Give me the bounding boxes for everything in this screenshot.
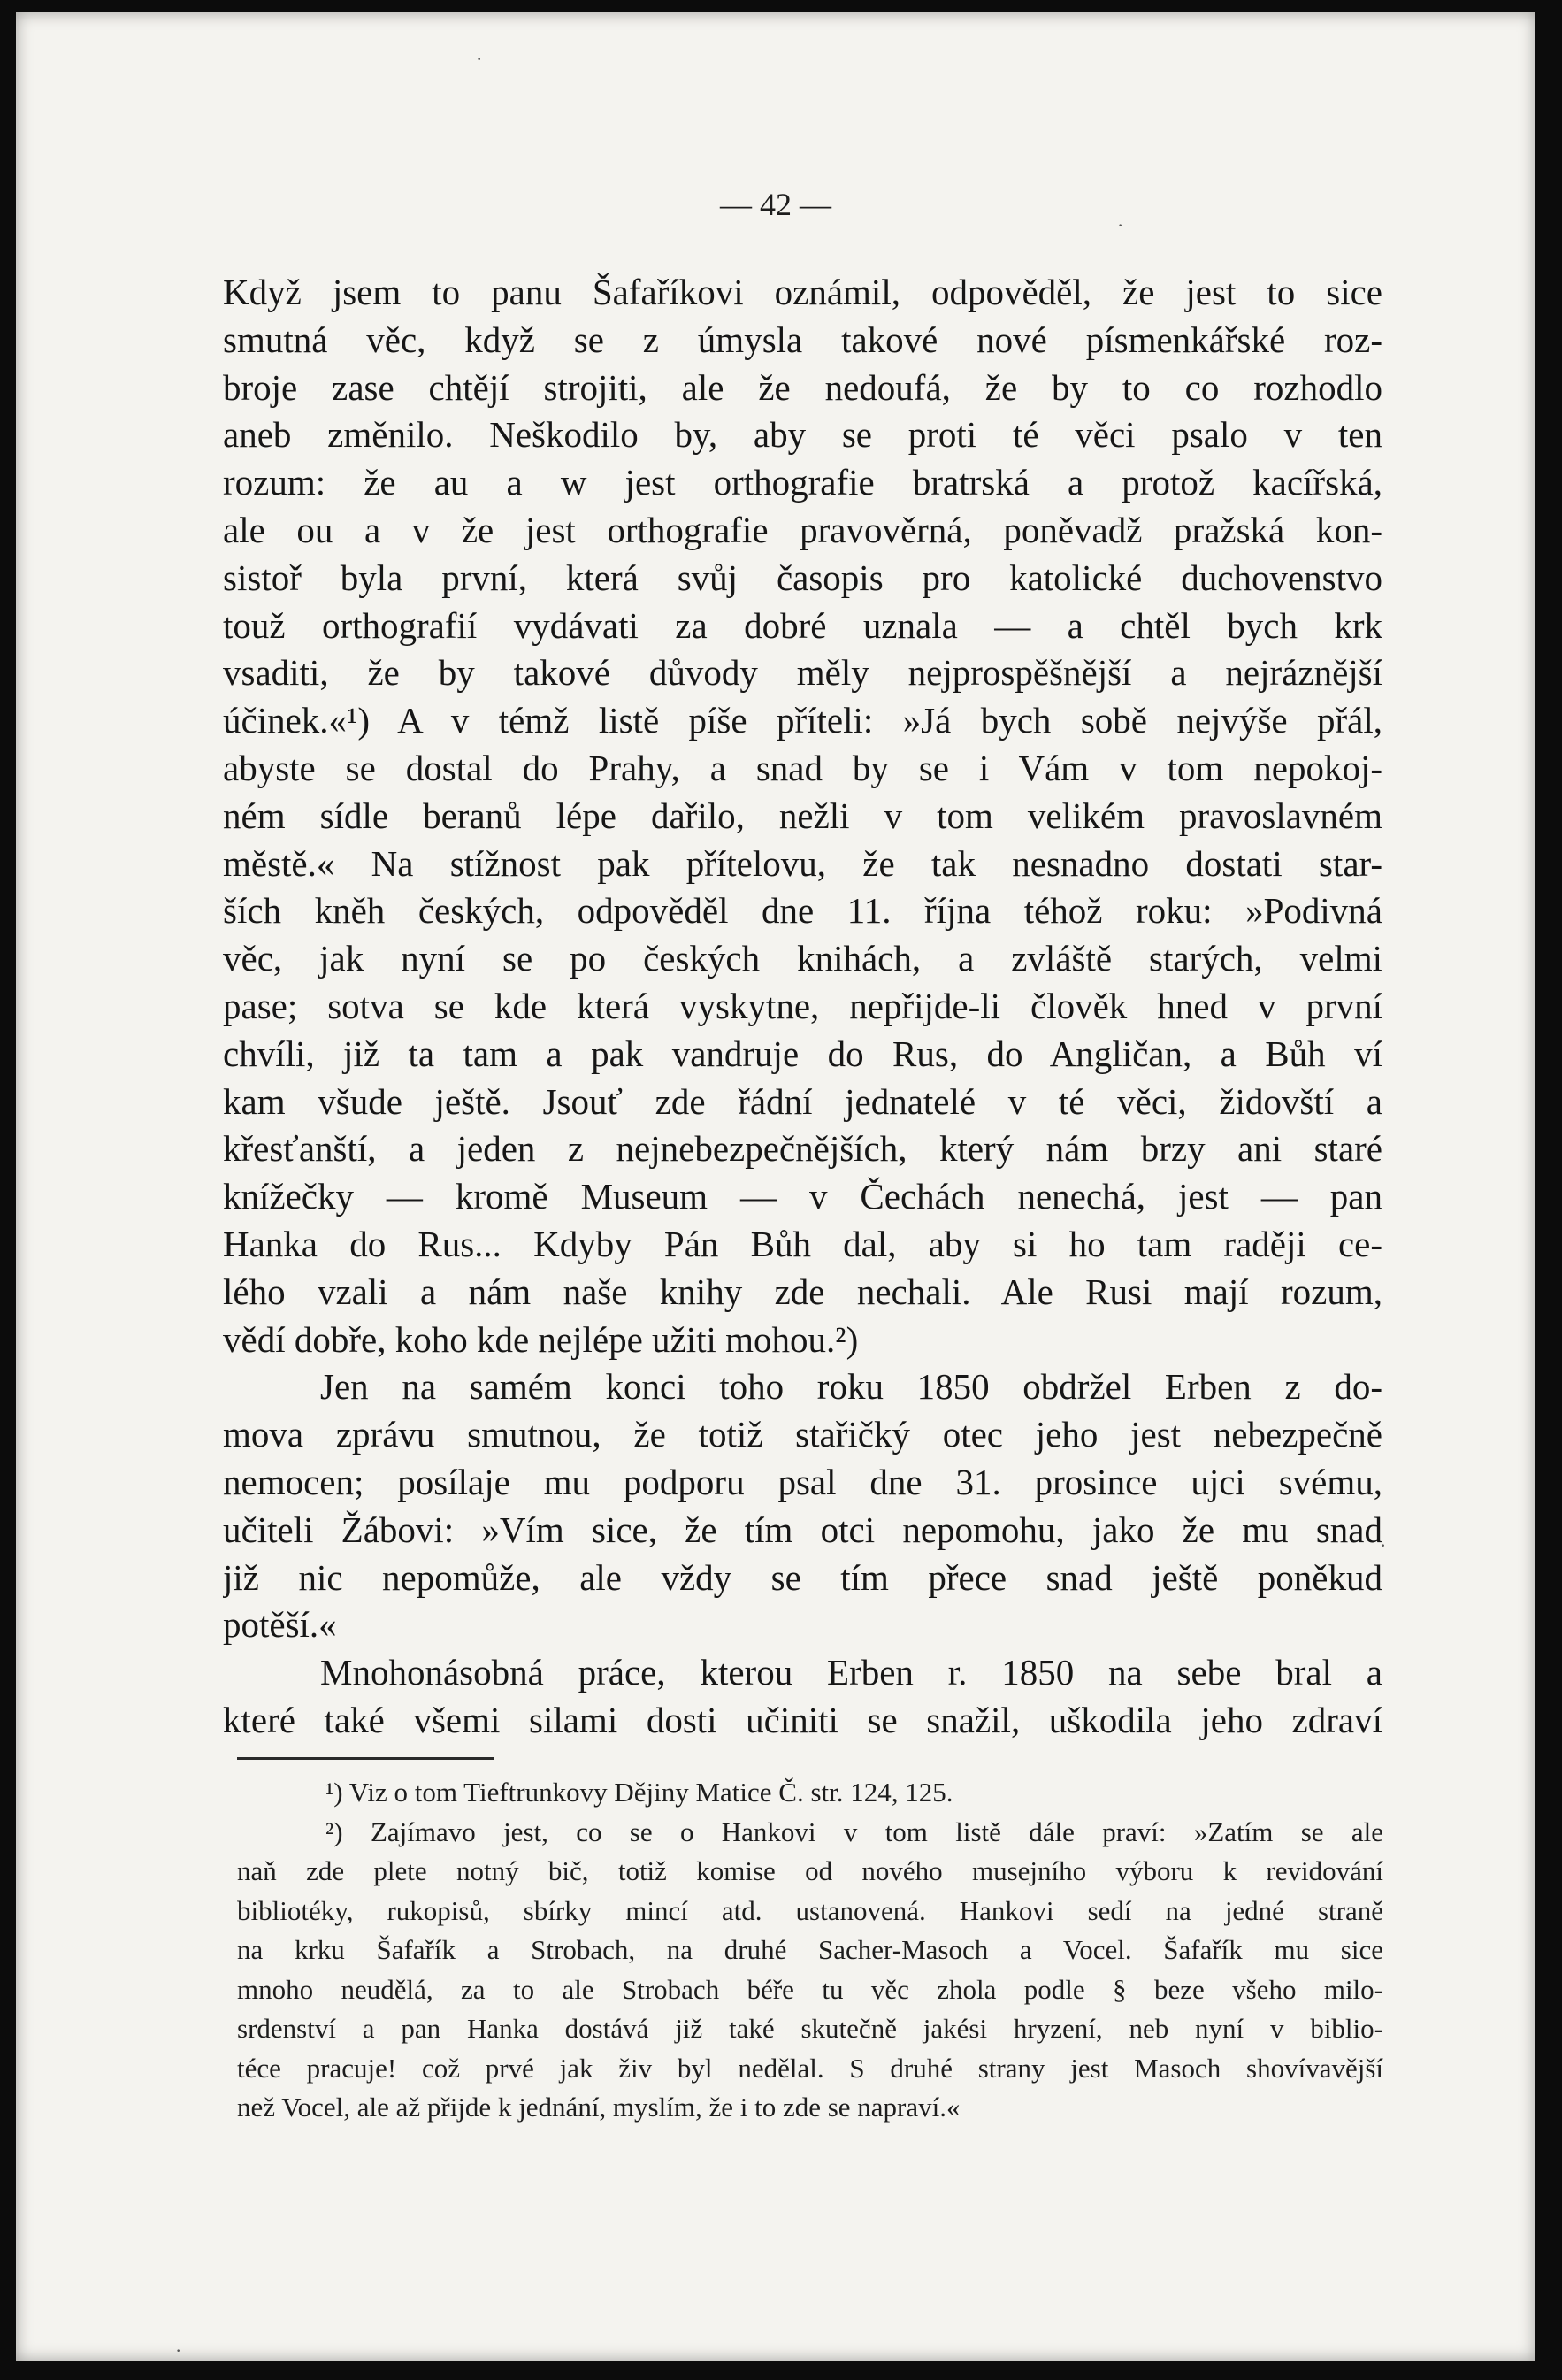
- text-line: knížečky — kromě Museum — v Čechách nenechá, jest — pan: [223, 1176, 1382, 1217]
- text-line: ších kněh českých, odpověděl dne 11. října téhož roku: »Podivná: [223, 890, 1382, 932]
- text-line: mova zprávu smutnou, že totiž stařičký otec jeho jest nebezpečně: [223, 1414, 1382, 1455]
- text-line: touž orthografií vydávati za dobré uznala — a chtěl bych krk: [223, 604, 1382, 646]
- text-line: Jen na samém konci toho roku 1850 obdržel Erben z do-: [320, 1366, 1382, 1408]
- text-line: které také všemi silami dosti učiniti se snažil, uškodila jeho zdraví: [223, 1699, 1382, 1740]
- text-line: broje zase chtějí strojiti, ale že nedoufá, že by to co rozhodlo: [223, 366, 1382, 408]
- text-line: smutná věc, když se z úmysla takové nové písmenkářské roz-: [223, 319, 1382, 360]
- text-line: vsaditi, že by takové důvody měly nejprospěšnější a nejráznější: [223, 652, 1382, 694]
- footnote-line: na krku Šafařík a Strobach, na druhé Sacher-Masoch a Vocel. Šafařík mu sice: [237, 1934, 1383, 1965]
- footnote-line: než Vocel, ale až přijde k jednání, myslím, že i to zde se napraví.«: [237, 2092, 961, 2123]
- footnote-line: naň zde plete notný bič, totiž komise od nového musejního výboru k revidování: [237, 1855, 1383, 1886]
- text-line: pase; sotva se kde která vyskytne, nepřijde-li člověk hned v první: [223, 985, 1382, 1026]
- text-line: Hanka do Rus... Kdyby Pán Bůh dal, aby si ho tam raději ce-: [223, 1223, 1382, 1264]
- footnote-line: téce pracuje! což prvé jak živ byl nedělal. S druhé strany jest Masoch shovívavější: [237, 2052, 1383, 2084]
- text-line: potěší.«: [223, 1604, 337, 1646]
- text-line: ném sídle beranů lépe dařilo, nežli v tom velikém pravoslavném: [223, 795, 1382, 836]
- text-line: Mnohonásobná práce, kterou Erben r. 1850 na sebe bral a: [320, 1652, 1382, 1693]
- text-line: aneb změnilo. Neškodilo by, aby se proti té věci psalo v ten: [223, 414, 1382, 456]
- text-line: lého vzali a nám naše knihy zde nechali. Ale Rusi mají rozum,: [223, 1271, 1382, 1312]
- text-line: kam všude ještě. Jsouť zde řádní jednatelé v té věci, židovští a: [223, 1080, 1382, 1122]
- text-line: věc, jak nyní se po českých knihách, a zvláště starých, velmi: [223, 938, 1382, 979]
- text-line: sistoř byla první, která svůj časopis pro katolické duchovenstvo: [223, 557, 1382, 598]
- text-line: Když jsem to panu Šafaříkovi oznámil, odpověděl, že jest to sice: [223, 272, 1382, 312]
- scan-speck: ·: [1380, 1534, 1387, 1556]
- text-line: abyste se dostal do Prahy, a snad by se i Vám v tom nepokoj-: [223, 747, 1382, 788]
- footnote-line: ¹) Viz o tom Tieftrunkovy Dějiny Matice Č. str. 124, 125.: [325, 1777, 953, 1808]
- text-line: nemocen; posílaje mu podporu psal dne 31. prosince ujci svému,: [223, 1461, 1382, 1502]
- text-line: již nic nepomůže, ale vždy se tím přece snad ještě poněkud: [223, 1556, 1382, 1598]
- text-line: chvíli, již ta tam a pak vandruje do Rus, do Angličan, a Bůh ví: [223, 1033, 1382, 1074]
- text-line: učiteli Žábovi: »Vím sice, že tím otci nepomohu, jako že mu snad: [223, 1509, 1382, 1550]
- page-number: — 42 —: [720, 187, 831, 222]
- text-line: vědí dobře, koho kde nejlépe užiti mohou.²): [223, 1318, 859, 1360]
- footnotes: [237, 1773, 1383, 2128]
- scan-speck: ·: [1117, 214, 1124, 236]
- text-line: účinek.«¹) A v témž listě píše příteli: »Já bych sobě nejvýše přál,: [223, 700, 1382, 741]
- scan-speck: ·: [476, 48, 483, 70]
- footnote-line: ²) Zajímavo jest, co se o Hankovi v tom listě dále praví: »Zatím se ale: [325, 1816, 1383, 1847]
- text-line: ale ou a v že jest orthografie pravověrná, poněvadž pražská kon-: [223, 509, 1382, 550]
- footnote-line: mnoho neudělá, za to ale Strobach béře tu věc zhola podle § beze všeho milo-: [237, 1973, 1383, 2005]
- text-line: rozum: že au a w jest orthografie bratrská a protož kacířská,: [223, 462, 1382, 503]
- scan-speck: ·: [175, 2339, 182, 2361]
- footnote-separator: [237, 1757, 494, 1760]
- text-line: městě.« Na stížnost pak přítelovu, že tak nesnadno dostati star-: [223, 842, 1382, 884]
- text-line: křesťanští, a jeden z nejnebezpečnějších, který nám brzy ani staré: [223, 1128, 1382, 1170]
- body-text: [223, 269, 1382, 1745]
- scanned-page: [16, 12, 1535, 2361]
- footnote-line: bibliotéky, rukopisů, sbírky mincí atd. ustanovená. Hankovi sedí na jedné straně: [237, 1894, 1383, 1926]
- footnote-line: srdenství a pan Hanka dostává již také skutečně jakési hryzení, neb nyní v biblio-: [237, 2013, 1383, 2044]
